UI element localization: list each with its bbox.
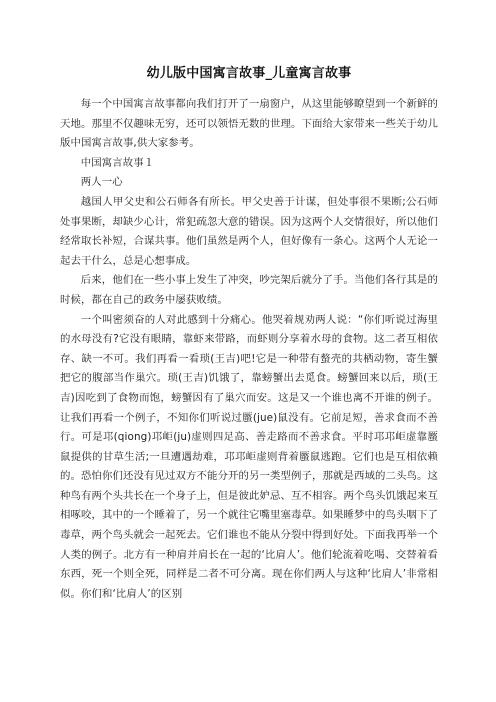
paragraph-intro: 每一个中国寓言故事都向我们打开了一扇窗户，从这里能够瞭望到一个新鲜的天地。那里不仅趣味无穷，还可以领悟无数的世理。下面给大家带来一些关于幼儿版中国寓言故事,供大家参考。 [60, 98, 438, 150]
paragraph: 越国人甲父史和公石师各有所长。甲父史善于计谋，但处事很不果断;公石师处事果断，却缺少心计，常犯疏忽大意的错误。因为这两个人交情很好，所以他们经常取长补短，合谋共事。他们虽然是两个人，但好像有一条心。这两个人无论一起去干什么，总是心想事成。 [60, 195, 438, 267]
document-body [60, 95, 438, 604]
paragraph: 后来，他们在一些小事上发生了冲突，吵完架后就分了手。当他们各行其是的时候，都在自己的政务中屡获败绩。 [60, 274, 438, 306]
document-title: 幼儿版中国寓言故事_儿童寓言故事 [146, 66, 352, 81]
section-heading: 中国寓言故事１ [80, 156, 155, 169]
story-title: 两人一心 [80, 176, 123, 189]
paragraph: 一个叫密须奋的人对此感到十分痛心。他哭着规劝两人说：“你们听说过海里的水母没有?它没有眼睛，靠虾来带路，而虾则分享着水母的食物。这二者互相依存、缺一不可。我们再看一看琐(王吉)吧!它是一种带有螯壳的共栖动物，寄生蟹把它的腹部当作巢穴。琐(王吉)饥饿了，靠螃蟹出去觅食。螃蟹回来以后，琐(王吉)因吃到了食物而饱，螃蟹因有了巢穴而安。这是又一个谁也离不开谁的例子。让我们再看一个例子，不知你们听说过蟨(jue)鼠没有。它前足短，善求食而不善行。可是邛(qiong)邛岠(ju)虚则四足高、善走路而不善求食。平时邛邛岠虚靠蟨鼠提供的甘草生活;一旦遭遇劫难，邛邛岠虚则背着蟨鼠逃跑。它们也是互相依赖的。恐怕你们还没有见过双方不能分开的另一类型例子，那就是西域的二头鸟。这种鸟有两个头共长在一个身子上，但是彼此妒忌、互不相容。两个鸟头饥饿起来互相啄咬，其中的一个睡着了，另一个就往它嘴里塞毒草。如果睡梦中的鸟头咽下了毒草，两个鸟头就会一起死去。它们谁也不能从分裂中得到好处。下面我再举一个人类的例子。北方有一种肩并肩长在一起的‘比肩人’。他们轮流着吃喝、交替着看东西，死一个则全死，同样是二者不可分离。现在你们两人与这种‘比肩人’非常相似。你们和‘比肩人’的区别 [60, 313, 438, 600]
